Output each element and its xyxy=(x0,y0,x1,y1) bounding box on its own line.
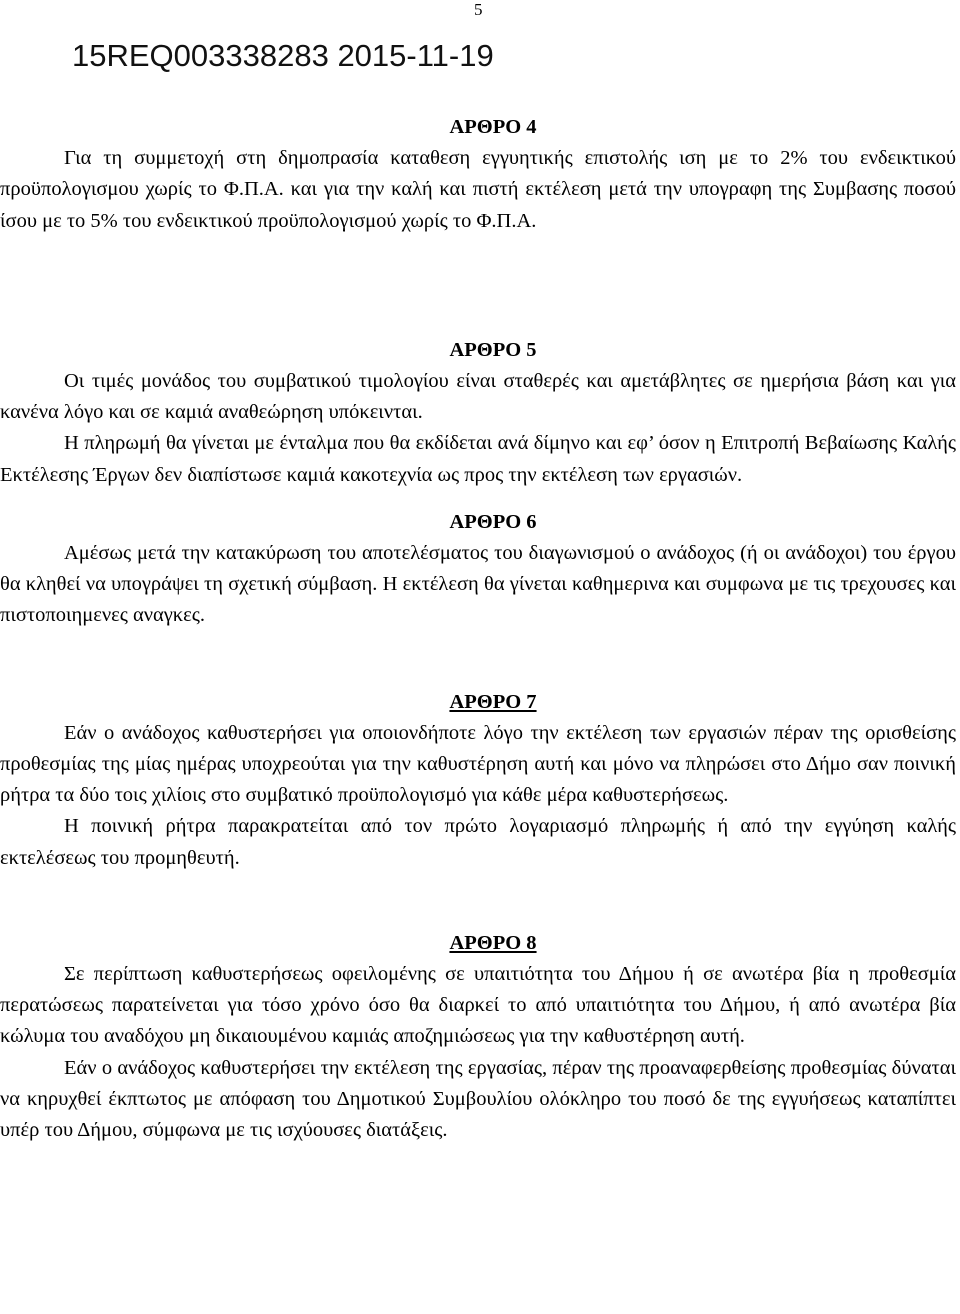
article-7-paragraph-2: Η ποινική ρήτρα παρακρατείται από τον πρώτο λογαριασμό πληρωμής ή από την εγγύηση καλής εκτελέσεως του προμηθευτή. xyxy=(0,815,956,869)
article-8-paragraph-1: Σε περίπτωση καθυστερήσεως οφειλομένης σε υπαιτιότητα του Δήμου ή σε ανωτέρα βία η προθεσμία περατώσεως παρατείνεται για τόσο χρόνο όσο θα διαρκεί το από υπαιτιότητα του Δήμου, ή από ανωτέρα βία κώλυμα του αναδόχου μη δικαιουμένου καμιάς αποζημιώσεως για την καθυστέρηση αυτή. xyxy=(0,963,956,1048)
article-4-title: ΑΡΘΡΟ 4 xyxy=(449,116,537,138)
article-7-paragraph-1: Εάν ο ανάδοχος καθυστερήσει για οποιονδήποτε λόγο την εκτέλεση των εργασιών πέραν της ορισθείσης προθεσμίας της μίας ημέρας υποχρεούται για την καθυστέρηση αυτή και μόνο να πληρώσει στο Δήμο σαν ποινική ρήτρα τα δύο τοις χιλίοις στο συμβατικό προϋπολογισμό για κάθε μέρα καθυστερήσεως. xyxy=(0,721,956,807)
article-5-paragraph-1: Οι τιμές μονάδος του συμβατικού τιμολογίου είναι σταθερές και αμετάβλητες σε ημερήσια βάση και για κανένα λόγο και σε καμιά αναθεώρηση υπόκεινται. xyxy=(0,370,956,424)
article-6-title: ΑΡΘΡΟ 6 xyxy=(449,510,537,533)
article-5-paragraph-2: Η πληρωμή θα γίνεται με ένταλμα που θα εκδίδεται ανά δίμηνο και εφ’ όσον η Επιτροπή Βεβαίωσης Καλής Εκτέλεσης Έργων δεν διαπίστωσε καμιά κακοτεχνία ως προς την εκτέλεση των εργασιών. xyxy=(0,432,956,486)
document-id: 15REQ003338283 2015-11-19 xyxy=(72,38,494,73)
article-8-title xyxy=(0,928,956,959)
document-body xyxy=(0,112,956,1146)
article-4-paragraph: Για τη συμμετοχή στη δημοπρασία καταθεση εγγυητικής επιστολής ιση με το 2% του ενδεικτικού προϋπολογισμου χωρίς το Φ.Π.Α. και για την καλή και πιστή εκτέλεση μετά την υπογραφη της Συμβασης ποσού ίσου με το 5% του ενδεικτικού προϋπολογισμού χωρίς το Φ.Π.Α. xyxy=(0,147,956,232)
article-7-title-text: ΑΡΘΡΟ 7 xyxy=(449,690,537,713)
article-8-title-text: ΑΡΘΡΟ 8 xyxy=(449,931,537,954)
page-number: 5 xyxy=(474,0,483,19)
article-8-paragraph-2: Εάν ο ανάδοχος καθυστερήσει την εκτέλεση της εργασίας, πέραν της προαναφερθείσης προθεσμίας δύναται να κηρυχθεί έκπτωτος με απόφαση του Δημοτικού Συμβουλίου ολόκληρο του ποσό δε της εγγυήσεως καταπίπτει υπέρ του Δήμου, σύμφωνα με τις ισχύουσες διατάξεις. xyxy=(0,1056,956,1142)
article-7-title xyxy=(0,687,956,718)
article-5-title: ΑΡΘΡΟ 5 xyxy=(449,338,537,361)
article-6-paragraph: Αμέσως μετά την κατακύρωση του αποτελέσματος του διαγωνισμού ο ανάδοχος (ή οι ανάδοχοι) του έργου θα κληθεί να υπογράψει τη σχετική σύμβαση. Η εκτέλεση θα γίνεται καθημερινα και συμφωνα με τις τρεχουσες και πιστοποιημενες αναγκες. xyxy=(0,542,956,627)
